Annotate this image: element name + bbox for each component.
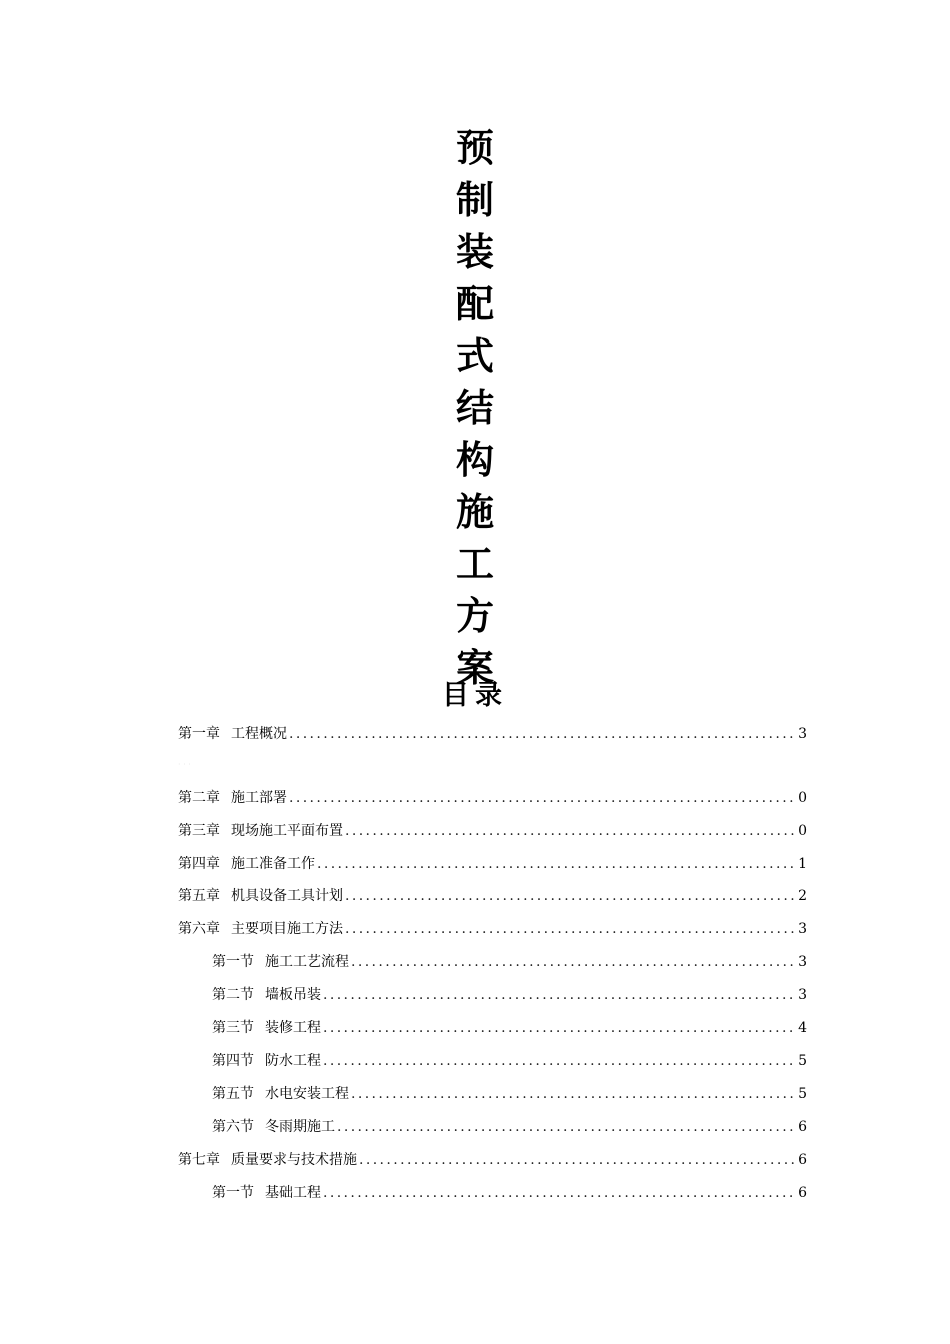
toc-page-number: 0 [798,790,807,806]
toc-label: 第四章 [178,856,220,872]
toc-label: 第三章 [178,823,220,839]
toc-label: 第六节 [212,1119,254,1135]
toc-entry-section[interactable] [212,1183,807,1203]
toc-page-number: 4 [798,1020,807,1036]
toc-page-number: 5 [798,1053,807,1069]
toc-entry-chapter-1[interactable] [178,724,807,744]
toc-entry-section[interactable] [212,1084,807,1104]
toc-entry-section[interactable] [212,1117,807,1137]
toc-heading: 目录 [442,680,508,711]
toc-title: 主要项目施工方法 [231,921,343,937]
dot-leader [351,952,796,972]
toc-page-number: 6 [798,1185,807,1201]
title-char: 预 [455,125,494,170]
toc-title: 施工部署 [231,790,287,806]
toc-label: 第五节 [212,1086,254,1102]
toc-title: 冬雨期施工 [265,1119,335,1135]
toc-page-number: 1 [798,856,807,872]
toc-page-number: 3 [798,954,807,970]
toc-label: 第二节 [212,987,254,1003]
toc-page-number: 5 [798,1086,807,1102]
toc-page-number: 6 [798,1152,807,1168]
title-char: 装 [455,229,494,274]
toc-page-number: 3 [798,987,807,1003]
title-char: 施 [455,489,494,534]
dot-leader [345,886,796,906]
toc-label: 第一节 [212,1185,254,1201]
title-char: 配 [455,281,494,326]
title-char: 结 [455,385,494,430]
document-title [445,122,505,694]
toc-page-number: 0 [798,823,807,839]
title-char: 方 [455,593,494,638]
title-char: 案 [455,645,494,690]
toc-page-number: 3 [798,921,807,937]
toc-entry-chapter-6[interactable] [178,919,807,939]
toc-entry-section[interactable] [212,952,807,972]
toc-entry-chapter-3[interactable] [178,821,807,841]
toc-label: 第六章 [178,921,220,937]
toc-title: 现场施工平面布置 [231,823,343,839]
toc-label: 第一章 [178,726,220,742]
dot-leader [289,724,796,744]
dot-leader [359,1150,796,1170]
toc-entry-chapter-5[interactable] [178,886,807,906]
toc-title: 施工准备工作 [231,856,315,872]
dot-leader [345,919,796,939]
toc-entry-section[interactable] [212,1018,807,1038]
toc-entry-chapter-4[interactable] [178,854,807,874]
toc-label: 第三节 [212,1020,254,1036]
toc-title: 施工工艺流程 [265,954,349,970]
dot-leader [323,985,796,1005]
toc-entry-chapter-7[interactable] [178,1150,807,1170]
watermark-mark: · · · [178,760,191,769]
toc-page-number: 2 [798,888,807,904]
dot-leader [323,1051,796,1071]
toc-entry-section[interactable] [212,1051,807,1071]
toc-title: 质量要求与技术措施 [231,1152,357,1168]
toc-title: 工程概况 [231,726,287,742]
toc-label: 第五章 [178,888,220,904]
toc-title: 基础工程 [265,1185,321,1201]
toc-page-number: 6 [798,1119,807,1135]
toc-entry-chapter-2[interactable] [178,788,807,808]
toc-title: 墙板吊装 [265,987,321,1003]
dot-leader [351,1084,796,1104]
toc-label: 第四节 [212,1053,254,1069]
dot-leader [345,821,796,841]
dot-leader [317,854,796,874]
toc-label: 第二章 [178,790,220,806]
toc-entry-section[interactable] [212,985,807,1005]
dot-leader [323,1018,796,1038]
dot-leader [289,788,796,808]
dot-leader [337,1117,796,1137]
title-char: 工 [455,541,494,586]
toc-label: 第七章 [178,1152,220,1168]
title-char: 构 [455,437,494,482]
title-char: 式 [455,333,494,378]
toc-title: 水电安装工程 [265,1086,349,1102]
toc-label: 第一节 [212,954,254,970]
toc-title: 防水工程 [265,1053,321,1069]
toc-page-number: 3 [798,726,807,742]
toc-title: 装修工程 [265,1020,321,1036]
title-char: 制 [455,177,494,222]
toc-title: 机具设备工具计划 [231,888,343,904]
dot-leader [323,1183,796,1203]
